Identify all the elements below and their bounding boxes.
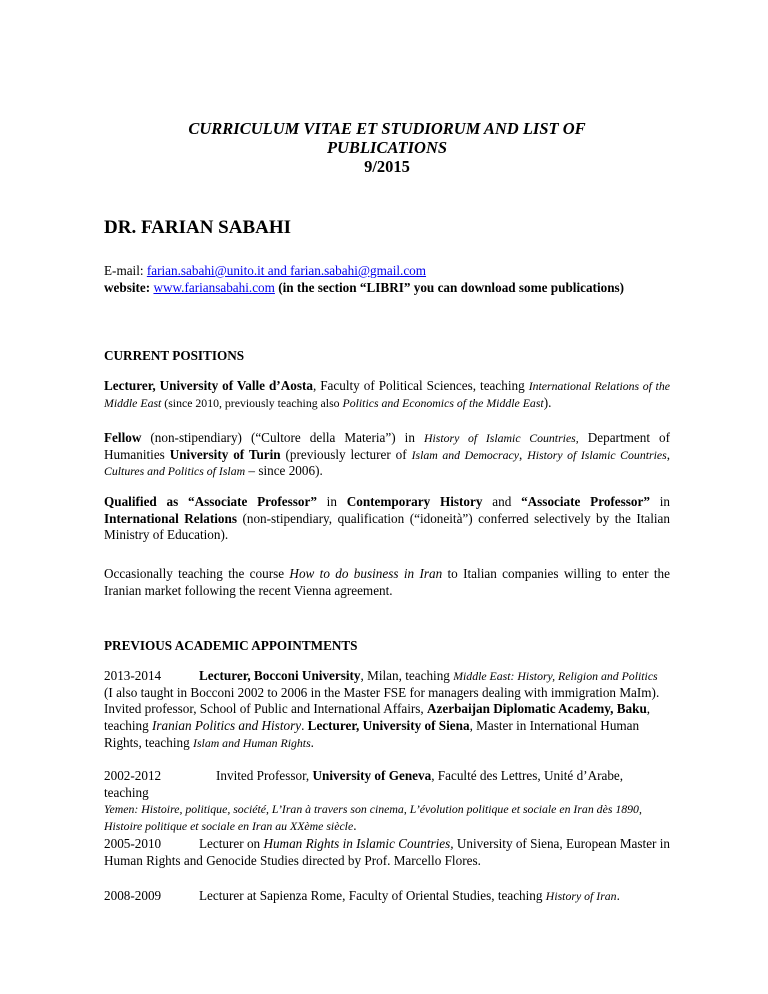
section-heading-current: CURRENT POSITIONS <box>104 348 245 363</box>
email-link-2[interactable]: farian.sabahi@gmail.com <box>290 263 427 278</box>
contact-block <box>104 263 670 296</box>
website-link[interactable]: www.fariansabahi.com <box>153 279 275 295</box>
author-name: DR. FARIAN SABAHI <box>104 217 292 238</box>
email-line: E-mail: farian.sabahi@unito.it and farian.sabahi@gmail.com <box>104 263 427 278</box>
appointment-2013-2014: 2013-2014 Lecturer, Bocconi University, Milan, teaching Middle East: History, Religion and Politics (I also taught in Bocconi 2002 to 2006 in the Master FSE for managers dealing with immigration MaIm). Invited professor, School of Public and International Affairs, Azerbaijan Diplomatic Academy, Baku, teaching Iranian Politics and History. Lecturer, University of Siena, Master in International Human Rights, teaching Islam and Human Rights. <box>104 668 660 750</box>
position-turin: Fellow (non-stipendiary) (“Cultore della Materia”) in History of Islamic Countries, Department of Humanities University of Turin (previously lecturer of Islam and Democracy, History of Islamic Countries, Cultures and Politics of Islam – since 2006). <box>104 430 670 479</box>
position-valle-daosta: Lecturer, University of Valle d’Aosta, Faculty of Political Sciences, teaching International Relations of the Middle East (since 2010, previously teaching also Politics and Economics of the Middle East). <box>104 378 670 410</box>
title-line-1: CURRICULUM VITAE ET STUDIORUM AND LIST OF <box>188 119 586 138</box>
business-course: Occasionally teaching the course How to do business in Iran to Italian companies willing to enter the Iranian market following the recent Vienna agreement. <box>104 566 670 598</box>
appointment-2005-2010: 2005-2010 Lecturer on Human Rights in Islamic Countries, University of Siena, European Master in Human Rights and Genocide Studies directed by Prof. Marcello Flores. <box>104 836 671 868</box>
appointment-2008-2009: 2008-2009 Lecturer at Sapienza Rome, Faculty of Oriental Studies, teaching History of Iran. <box>104 888 620 903</box>
section-heading-previous: PREVIOUS ACADEMIC APPOINTMENTS <box>104 638 358 653</box>
email-link-1[interactable]: farian.sabahi@unito.it <box>146 263 265 278</box>
website-line: website: www.fariansabahi.com (in the section “LIBRI” you can download some publications) <box>104 279 625 295</box>
document-title <box>104 120 670 176</box>
title-date: 9/2015 <box>364 156 410 176</box>
title-line-2: PUBLICATIONS <box>326 137 448 157</box>
qualification: Qualified as “Associate Professor” in Contemporary History and “Associate Professor” in International Relations (non-stipendiary, qualification (“idoneità”) conferred selectively by the Italian Ministry of Education). <box>104 494 671 543</box>
appointment-2002-2012: 2002-2012 Invited Professor, University of Geneva, Faculté des Lettres, Unité d’Arabe, teaching Yemen: Histoire, politique, société, L’Iran à travers son cinema, L’évolution politique et sociale en Iran dès 1890, Histoire politique et sociale en Iran au XXème siècle. <box>104 768 642 833</box>
